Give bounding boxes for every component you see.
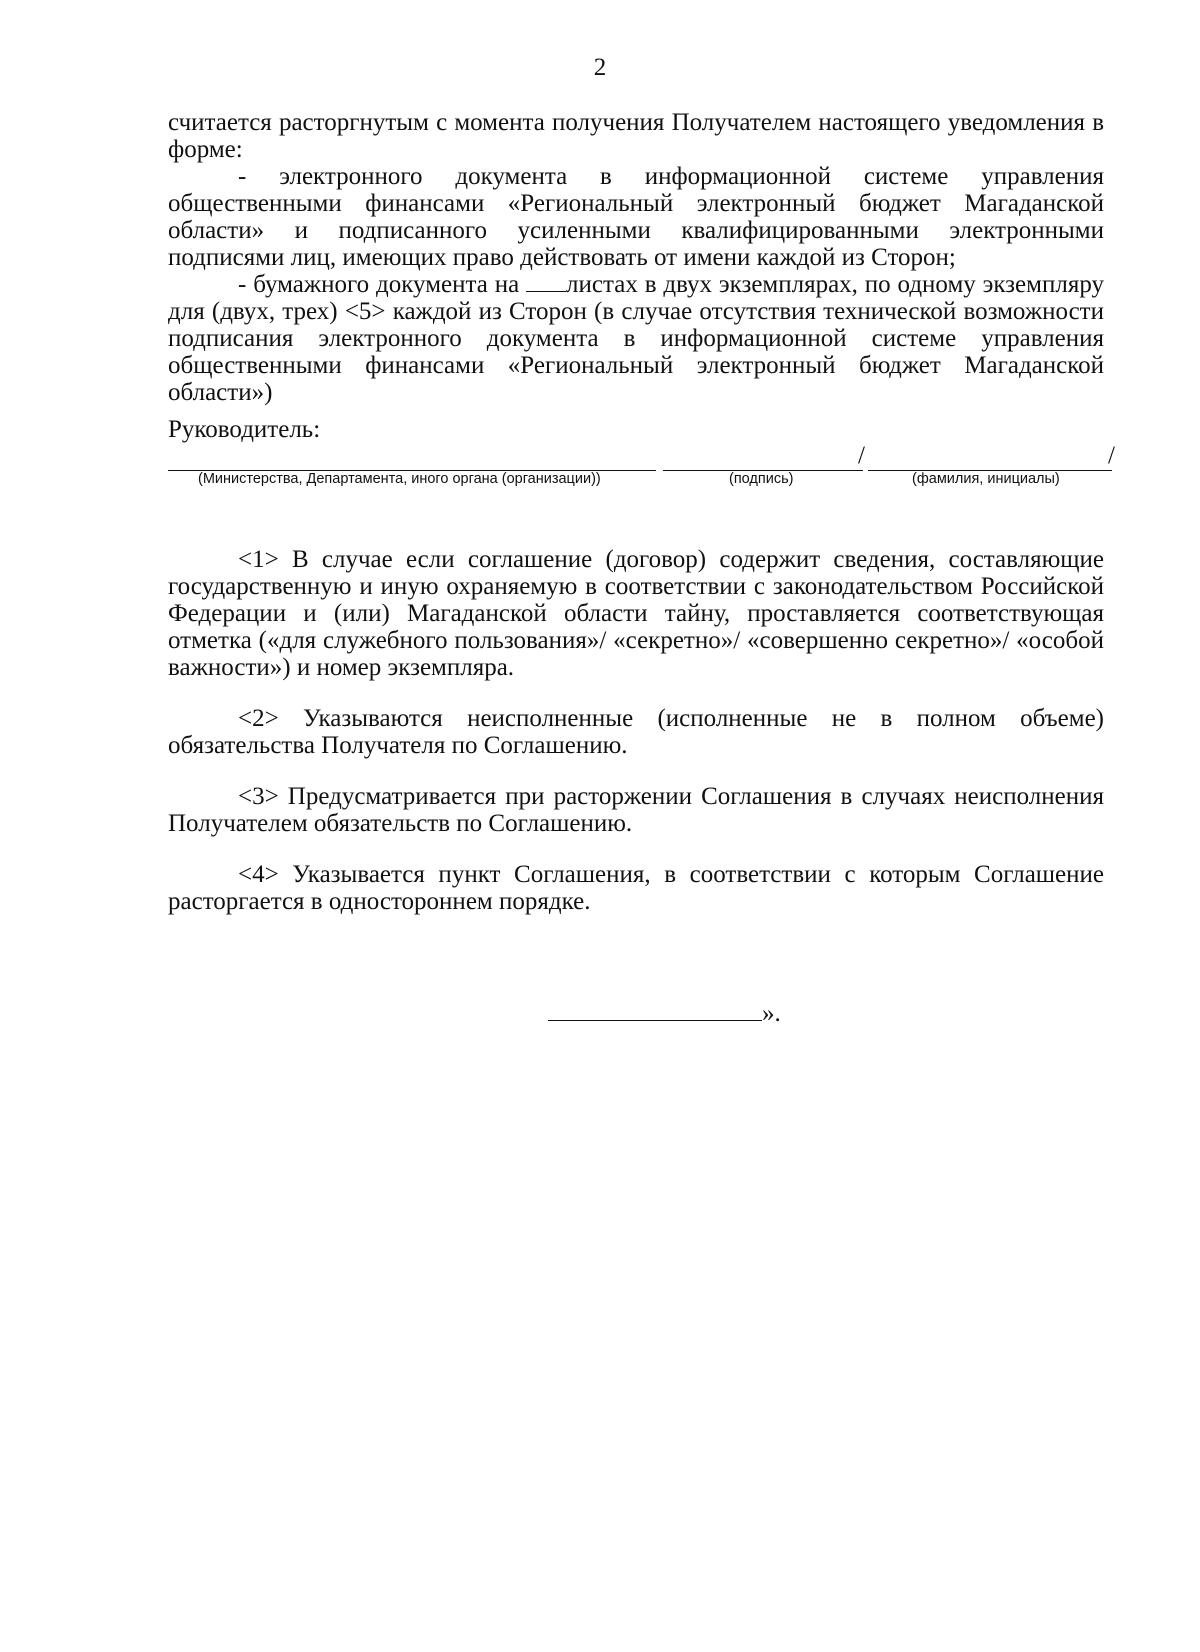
slash-separator-2: / [1108, 442, 1115, 469]
closing-mark [548, 1000, 781, 1027]
slash-separator-1: / [858, 442, 865, 469]
paragraph-electronic-document: - электронного документа в информационной системе управления общественными финансами «Региональный электронный бюджет Магаданской области» и подписанного усиленными квалифицированными электронными подписями лиц, имеющих право действовать от имени каждой из Сторон; [168, 163, 1104, 271]
sheet-count-blank [526, 273, 566, 292]
footnote-4: <4> Указывается пункт Соглашения, в соответствии с которым Соглашение расторгается в одностороннем порядке. [168, 861, 1104, 915]
footnote-2: <2> Указываются неисполненные (исполненные не в полном объеме) обязательства Получателя по Соглашению. [168, 705, 1104, 759]
closing-blank-line [548, 1000, 762, 1021]
signature-caption: (подпись) [729, 471, 794, 487]
paragraph-paper-document [168, 271, 1104, 406]
name-caption: (фамилия, инициалы) [912, 471, 1060, 487]
footnote-3: <3> Предусматривается при расторжении Соглашения в случаях неисполнения Получателем обязательств по Соглашению. [168, 783, 1104, 837]
head-label: Руководитель: [168, 416, 321, 443]
closing-quote: ». [762, 1000, 781, 1027]
paper-document-text-end: листах в двух экземплярах, по одному экземпляру для (двух, трех) <5> каждой из Сторон (в случае отсутствия технической возможности подписания электронного документа в информационной системе управления общественными финансами «Региональный электронный бюджет Магаданской области») [168, 271, 1104, 406]
notice-body [168, 109, 1104, 406]
paper-document-text-start: - бумажного документа на [238, 271, 527, 298]
paragraph-termination-form: считается расторгнутым с момента получения Получателем настоящего уведомления в форме: [168, 109, 1104, 163]
footnotes [168, 546, 1104, 915]
organization-caption: (Министерства, Департамента, иного органа (организации)) [198, 471, 601, 487]
page-number: 2 [593, 54, 607, 81]
footnote-1: <1> В случае если соглашение (договор) содержит сведения, составляющие государственную и иную охраняемую в соответствии с законодательством Российской Федерации и (или) Магаданской области тайну, проставляется соответствующая отметка («для служебного пользования»/ «секретно»/ «совершенно секретно»/ «особой важности») и номер экземпляра. [168, 546, 1104, 681]
